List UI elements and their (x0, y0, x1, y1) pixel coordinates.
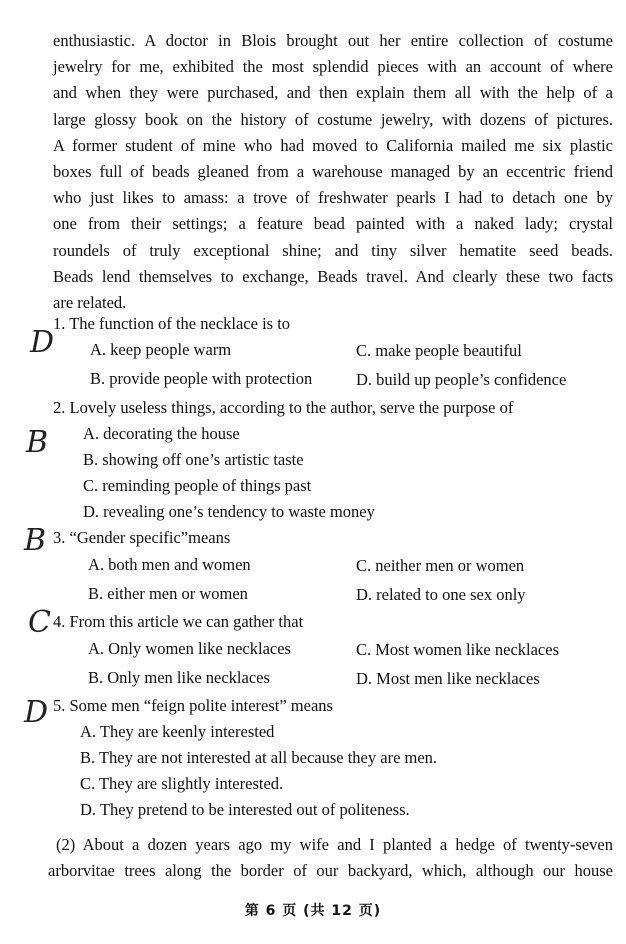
passage-line: enthusiastic. A doctor in Blois brought out her entire collection of costume (53, 31, 613, 50)
passage-line: A former student of mine who had moved to California mailed me six plastic (53, 135, 613, 155)
section-2-passage (48, 832, 613, 884)
question-stem: 2. Lovely useless things, according to the author, serve the purpose of (53, 398, 514, 417)
handwritten-answer: C (28, 605, 51, 640)
option: A. decorating the house (83, 424, 240, 443)
option: C. reminding people of things past (83, 476, 312, 495)
handwritten-answer: D (24, 695, 49, 730)
option: B. They are not interested at all because they are men. (80, 748, 438, 767)
option: D. They pretend to be interested out of politeness. (80, 800, 410, 819)
question-stem: 5. Some men “feign polite interest” means (53, 696, 333, 715)
option: A. keep people warm (90, 340, 232, 359)
option: A. both men and women (88, 555, 251, 574)
passage-line: arborvitae trees along the border of our backyard, which, although our house (48, 861, 613, 880)
option: A. Only women like necklaces (88, 639, 291, 658)
option: A. They are keenly interested (80, 722, 275, 741)
passage-line: jewelry for me, exhibited the most splendid pieces with an account of where (53, 57, 613, 77)
passage-line: (2) About a dozen years ago my wife and I planted a hedge of twenty-seven (56, 835, 613, 854)
question-stem: 3. “Gender specific”means (53, 528, 231, 547)
handwritten-answer: B (26, 425, 49, 460)
passage-line: roundels of truly exceptional shine; and tiny silver hematite seed beads. (53, 240, 613, 260)
option: B. Only men like necklaces (88, 668, 270, 687)
option: D. Most men like necklaces (356, 669, 540, 688)
handwritten-answer: B (24, 523, 47, 558)
option: C. neither men or women (356, 556, 525, 575)
passage-line: one from their settings; a feature bead painted with a naked lady; crystal (53, 214, 613, 234)
page-number-footer: 第 6 页 (共 12 页) (244, 903, 382, 919)
passage-line: who just likes to amass: a trove of freshwater pearls I had to detach one by (53, 188, 613, 208)
reading-passage (53, 28, 613, 316)
option: C. They are slightly interested. (80, 774, 284, 793)
option: B. either men or women (88, 584, 248, 603)
option: C. Most women like necklaces (356, 640, 559, 659)
question-stem: 4. From this article we can gather that (53, 612, 304, 631)
option: B. showing off one’s artistic taste (83, 450, 304, 469)
passage-line: boxes full of beads gleaned from a warehouse managed by an eccentric friend (53, 162, 613, 182)
option: D. revealing one’s tendency to waste money (83, 502, 375, 521)
option: C. make people beautiful (356, 341, 522, 360)
passage-line: and when they were purchased, and then explain them all with the help of a (53, 83, 613, 103)
option: D. build up people’s confidence (356, 370, 567, 389)
option: D. related to one sex only (356, 585, 526, 604)
passage-line: large glossy book on the history of costume jewelry, with dozens of pictures. (53, 109, 613, 129)
handwritten-answer: D (30, 325, 55, 360)
passage-line: Beads lend themselves to exchange, Beads travel. And clearly these two facts (53, 266, 613, 286)
option: B. provide people with protection (90, 369, 313, 388)
passage-line: are related. (53, 293, 127, 313)
question-stem: 1. The function of the necklace is to (53, 314, 291, 333)
